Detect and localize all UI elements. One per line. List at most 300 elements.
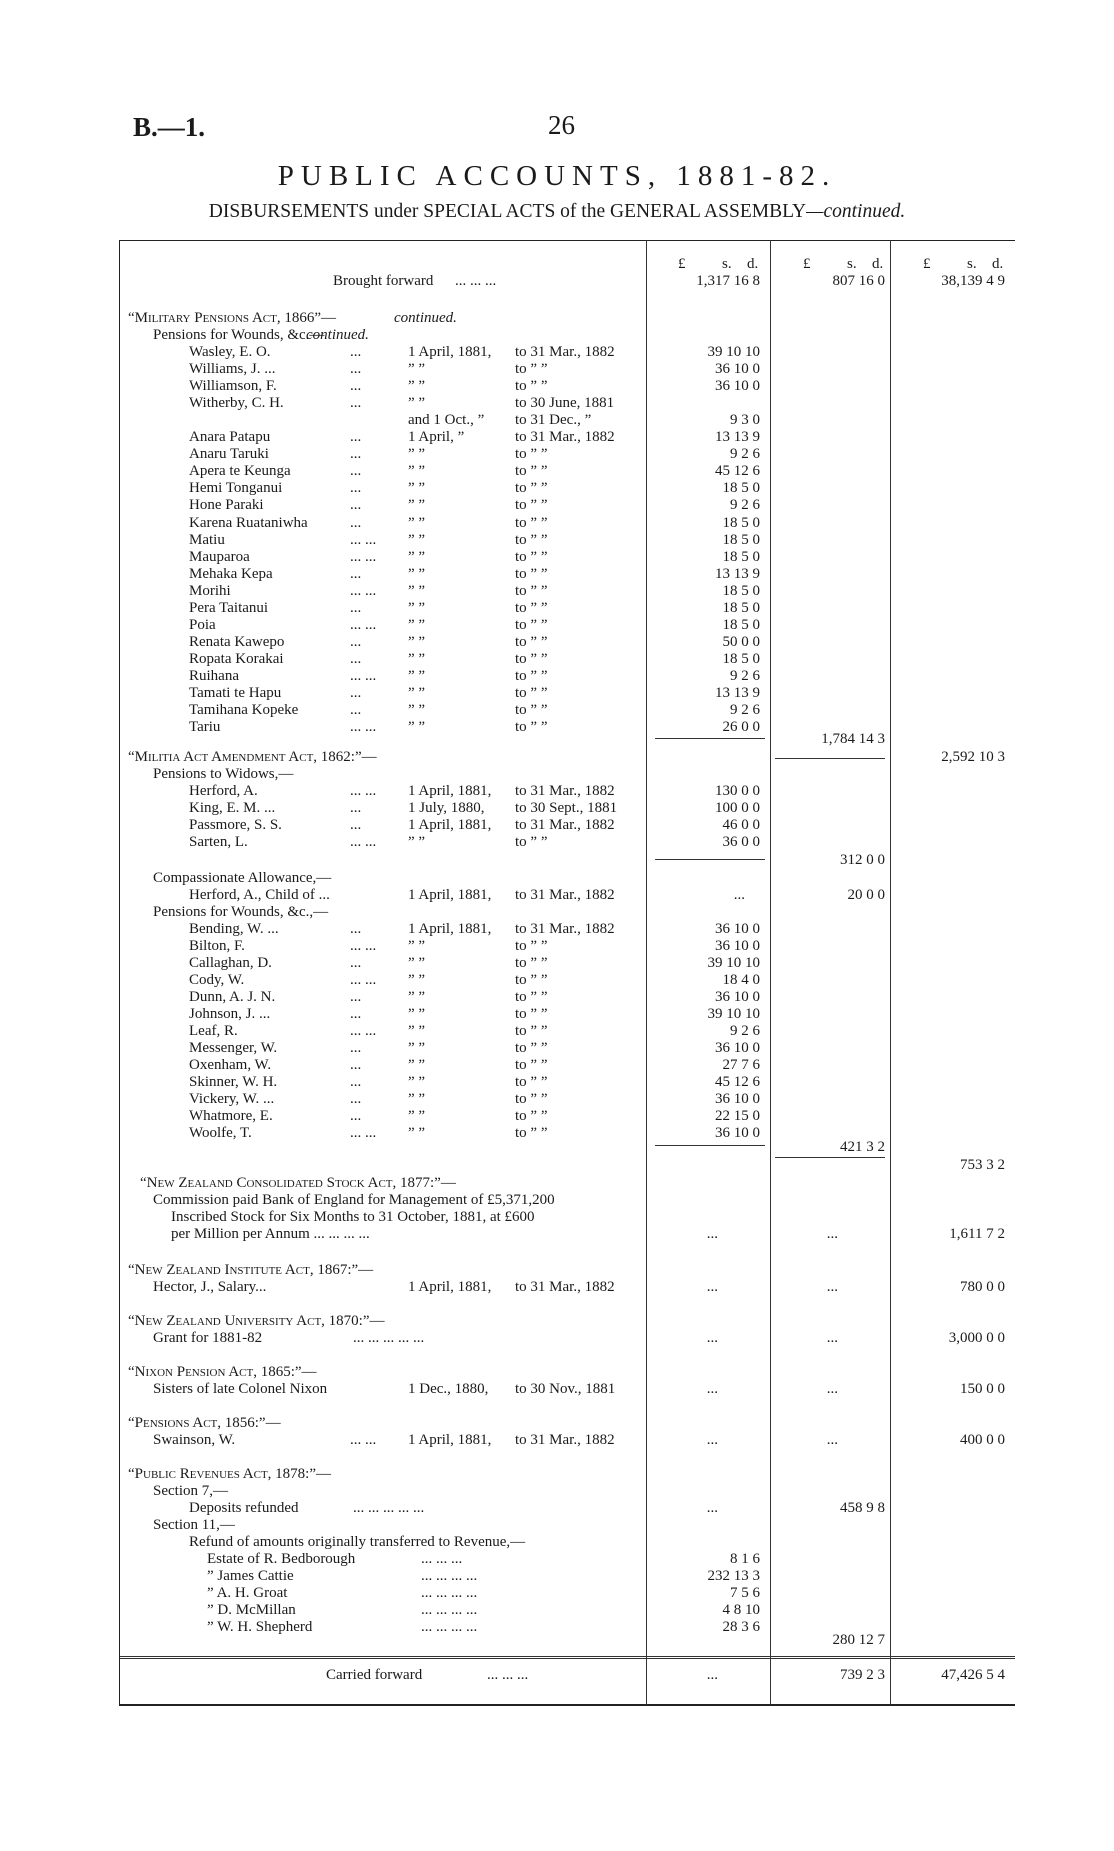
carried-forward-col2: 739 2 3 [840,1667,885,1683]
military-subheading: Pensions for Wounds, &c.— [153,327,325,343]
nz-institute-col2: ... [826,1279,838,1295]
pension-amount: 9 3 0 [730,412,760,429]
period-end: to 31 Mar., 1882 [515,429,615,446]
pension-amount: 39 10 10 [707,344,760,360]
pensioner-name: Whatmore, E. [189,1108,273,1124]
period-start: ” ” [408,955,426,971]
leader-dots: ... ... ... ... ... [353,1330,425,1346]
pension-amount: 36 10 0 [715,361,760,378]
military-pension-row [0,532,1114,549]
period-start: ” ” [408,395,426,412]
leader-dots: ... [350,429,362,446]
leader-dots: ... ... [350,972,377,988]
nz-university-heading-row [0,1313,1114,1330]
col3-pound-symbol: £ [923,256,931,272]
pensioner-name: Johnson, J. ... [189,1006,271,1022]
leader-dots: ... ... [350,582,377,599]
pensioner-name: Bending, W. ... [189,921,279,937]
period-start: ” ” [408,667,426,684]
period-end: to ” ” [515,1091,548,1107]
period-end: to 30 Nov., 1881 [515,1381,616,1397]
leader-dots: ... [350,480,362,497]
military-pension-row [0,361,1114,378]
leader-dots: ... [350,599,362,616]
refunds-total-row [0,1632,1114,1649]
carried-forward-dots: ... ... ... [487,1667,529,1683]
period-start: 1 April, 1881, [408,783,492,799]
military-pension-row [0,549,1114,566]
period-start: 1 April, 1881, [408,921,492,937]
leader-dots: ... [350,921,362,937]
wound-pension-row [0,972,1114,989]
pension-amount: 36 10 0 [715,989,760,1005]
period-end: to ” ” [515,480,548,497]
widows-label: Pensions to Widows,— [153,766,294,782]
leader-dots: ... ... ... ... [421,1602,478,1618]
leader-dots: ... ... [350,1432,377,1448]
period-start: ” ” [408,989,426,1005]
nz-stock-col2: ... [826,1226,838,1242]
wound-pension-row [0,1023,1114,1040]
leader-dots: ... [350,1074,362,1090]
military-pension-row [0,463,1114,480]
pensions-act-amount: 400 0 0 [960,1432,1005,1448]
col1-pound-symbol: £ [678,256,686,272]
page-title: PUBLIC ACCOUNTS, 1881-82. [277,160,837,192]
military-heading-suffix: continued. [394,310,457,326]
period-start: ” ” [408,531,426,548]
brought-forward-col1: 1,317 16 8 [696,273,760,289]
wounds-total: 421 3 2 [840,1139,885,1155]
compassionate-label: Compassionate Allowance,— [153,870,332,886]
nz-university-col1: ... [706,1330,718,1346]
widow-pension-row [0,817,1114,834]
pensioner-name: Williamson, F. [189,378,277,395]
refund-payee: ” James Cattie [207,1568,294,1584]
section-11-label: Section 11,— [153,1517,235,1533]
subtitle-text: DISBURSEMENTS under SPECIAL ACTS of the GENERAL ASSEMBLY [208,201,807,222]
pensioner-name: Vickery, W. ... [189,1091,275,1107]
leader-dots: ... [350,446,362,463]
period-end: to ” ” [515,1040,548,1056]
period-start: 1 April, 1881, [408,344,492,360]
document-code: B.—1. [133,112,206,142]
period-end: to ” ” [515,938,548,954]
period-end: to ” ” [515,719,548,736]
period-start: ” ” [408,497,426,514]
pension-amount: 45 12 6 [715,463,760,480]
pensions-act-heading: “Pensions Act, 1856:”— [128,1415,281,1431]
col3-shilling-symbol: s. [967,256,977,272]
leader-dots: ... [350,378,362,395]
brought-forward-col3: 38,139 4 9 [941,273,1005,289]
refund-amount: 4 8 10 [722,1602,760,1618]
pensions-act-col2: ... [826,1432,838,1448]
nixon-payee: Sisters of late Colonel Nixon [153,1381,328,1397]
period-end: to ” ” [515,582,548,599]
public-revenues-heading-row [0,1466,1114,1483]
refund-amount: 8 1 6 [730,1551,760,1567]
period-end: to ” ” [515,1108,548,1124]
wound-pension-row [0,1006,1114,1023]
pensioner-name: Hemi Tonganui [189,480,283,497]
leader-dots: ... ... [350,1125,377,1141]
col3-pence-symbol: d. [992,256,1004,272]
period-start: ” ” [408,1108,426,1124]
military-total: 1,784 14 3 [821,731,885,747]
period-start: ” ” [408,378,426,395]
widow-name: Sarten, L. [189,834,248,850]
period-start: ” ” [408,702,426,719]
period-end: to ” ” [515,1074,548,1090]
military-pension-row [0,617,1114,634]
refund-payee: ” W. H. Shepherd [207,1619,313,1635]
pension-amount: 27 7 6 [722,1057,760,1073]
widows-label-row [0,766,1114,783]
wound-pension-row [0,989,1114,1006]
pensioner-name: Anaru Taruki [189,446,269,463]
military-pension-row [0,651,1114,668]
pension-amount: 13 13 9 [715,685,760,701]
period-start: 1 April, 1881, [408,1279,492,1295]
refund-label: Refund of amounts originally transferred to Revenue,— [189,1534,526,1550]
pensioner-name: Skinner, W. H. [189,1074,278,1090]
pensioner-name: Poia [189,616,216,633]
pensioner-name: Ropata Korakai [189,650,284,667]
nz-stock-col1: ... [706,1226,718,1242]
pension-amount: 36 10 0 [715,1040,760,1056]
refund-row [0,1568,1114,1585]
leader-dots: ... [350,395,362,412]
pensioner-name: Mehaka Kepa [189,565,273,582]
pensioner-name: Woolfe, T. [189,1125,252,1141]
military-subheading-suffix: continued. [306,327,369,343]
pension-amount: 36 10 0 [715,378,760,395]
period-end: to 31 Mar., 1882 [515,783,615,799]
pensioner-name: Messenger, W. [189,1040,278,1056]
pensioner-name: Karena Ruataniwha [189,514,308,531]
period-end: to 30 June, 1881 [515,395,615,412]
nz-university-col2: ... [826,1330,838,1346]
currency-header-row [0,256,1114,273]
nz-stock-amount: 1,611 7 2 [949,1226,1005,1242]
leader-dots: ... ... [350,783,377,799]
compassionate-name: Herford, A., Child of ... [189,887,330,903]
period-start: ” ” [408,1023,426,1039]
compassionate-amount: 20 0 0 [847,887,885,903]
wound-pension-row [0,955,1114,972]
period-end: to ” ” [515,1006,548,1022]
nixon-row [0,1381,1114,1398]
period-start: ” ” [408,565,426,582]
pension-amount: 39 10 10 [707,955,760,971]
subtitle-suffix: —continued. [806,201,906,222]
deposits-col1: ... [706,1500,718,1516]
period-start: ” ” [408,599,426,616]
leader-dots: ... [350,633,362,650]
leader-dots: ... [350,1040,362,1056]
period-start: ” ” [408,972,426,988]
nz-stock-line2 [0,1209,1114,1226]
period-start: ” ” [408,463,426,480]
military-pension-row [0,634,1114,651]
period-start: ” ” [408,616,426,633]
pensioner-name: Witherby, C. H. [189,395,284,412]
leader-dots: ... ... [350,938,377,954]
refund-amount: 28 3 6 [722,1619,760,1635]
compassionate-row [0,887,1114,904]
nz-institute-heading: “New Zealand Institute Act, 1867:”— [128,1262,374,1278]
pensioner-name: Anara Patapu [189,429,271,446]
period-end: to 31 Mar., 1882 [515,921,615,937]
period-end: to 30 Sept., 1881 [515,800,618,816]
leader-dots: ... ... [350,834,377,850]
nz-institute-amount: 780 0 0 [960,1279,1005,1295]
military-pension-row [0,344,1114,361]
pensioner-name: Pera Taitanui [189,599,269,616]
military-total-row [0,731,1114,748]
nz-institute-heading-row [0,1262,1114,1279]
pensioner-name: Callaghan, D. [189,955,272,971]
military-subheading-row [0,327,1114,344]
leader-dots: ... [350,514,362,531]
period-end: to ” ” [515,972,548,988]
carried-forward-row [0,1667,1114,1684]
period-end: to 31 Mar., 1882 [515,1279,615,1295]
carried-forward-col3: 47,426 5 4 [941,1667,1005,1683]
page-subtitle [0,201,1114,223]
pensions-act-payee: Swainson, W. [153,1432,236,1448]
military-pension-row [0,395,1114,412]
wound-pension-row [0,1074,1114,1091]
section7-row [0,1483,1114,1500]
military-heading: “Military Pensions Act, 1866”— [128,310,337,326]
pensioner-name: Oxenham, W. [189,1057,272,1073]
compassionate-label-row [0,870,1114,887]
widow-pension-row [0,834,1114,851]
militia-col2-rule [775,758,885,759]
widow-pension-row [0,783,1114,800]
pension-amount: 13 13 9 [715,429,760,446]
pension-amount: 26 0 0 [722,719,760,736]
leader-dots: ... [350,1108,362,1124]
nz-institute-payee: Hector, J., Salary... [153,1279,267,1295]
military-pension-row [0,583,1114,600]
period-start: 1 April, 1881, [408,887,492,903]
period-end: to ” ” [515,702,548,719]
leader-dots: ... [350,1091,362,1107]
military-pension-row [0,600,1114,617]
leader-dots: ... ... [350,719,377,736]
period-end: to ” ” [515,667,548,684]
refund-amount: 232 13 3 [707,1568,760,1584]
refund-row [0,1585,1114,1602]
nz-university-row [0,1330,1114,1347]
pensioner-name: Tariu [189,719,221,736]
militia-grand-row [0,1157,1114,1174]
carried-forward-label: Carried forward [326,1667,423,1683]
pension-amount: 18 5 0 [722,650,760,667]
wounds-total-row [0,1139,1114,1156]
pension-amount: 18 5 0 [722,599,760,616]
wound-pension-row [0,1108,1114,1125]
nixon-col2: ... [826,1381,838,1397]
military-section-total: 2,592 10 3 [941,749,1005,765]
deposits-label: Deposits refunded [189,1500,299,1516]
period-end: to ” ” [515,1023,548,1039]
period-start: 1 April, ” [408,429,465,446]
period-end: to ” ” [515,650,548,667]
widow-name: King, E. M. ... [189,800,276,816]
period-end: to ” ” [515,1057,548,1073]
nz-stock-text-1: Commission paid Bank of England for Management of £5,371,200 [153,1192,555,1208]
leader-dots: ... [350,989,362,1005]
leader-dots: ... [350,685,362,701]
widows-total-row [0,852,1114,869]
period-end: to ” ” [515,378,548,395]
nixon-amount: 150 0 0 [960,1381,1005,1397]
leader-dots: ... ... [350,667,377,684]
pension-amount: 18 5 0 [722,582,760,599]
pension-amount: 18 5 0 [722,548,760,565]
col2-pound-symbol: £ [803,256,811,272]
period-end: to ” ” [515,989,548,1005]
leader-dots: ... ... [350,548,377,565]
period-end: to ” ” [515,514,548,531]
military-heading-row [0,310,1114,327]
widow-amount: 130 0 0 [715,783,760,799]
leader-dots: ... [350,463,362,480]
pensions-act-heading-row [0,1415,1114,1432]
period-end: to ” ” [515,633,548,650]
militia-wounds-col3: 753 3 2 [960,1157,1005,1173]
refund-amount: 7 5 6 [730,1585,760,1601]
nz-stock-line1 [0,1192,1114,1209]
wound-pension-row [0,938,1114,955]
wound-pension-row [0,1040,1114,1057]
pensioner-name: Morihi [189,582,231,599]
refund-payee: ” D. McMillan [207,1602,296,1618]
pension-amount: 50 0 0 [722,633,760,650]
period-end: to 31 Mar., 1882 [515,887,615,903]
period-start: ” ” [408,834,426,850]
nz-stock-line3 [0,1226,1114,1243]
nixon-heading-row [0,1364,1114,1381]
period-end: to ” ” [515,548,548,565]
period-start: and 1 Oct., ” [408,412,485,429]
period-end: to ” ” [515,599,548,616]
period-start: ” ” [408,514,426,531]
leader-dots: ... ... ... [421,1551,463,1567]
period-start: ” ” [408,1125,426,1141]
period-start: 1 Dec., 1880, [408,1381,489,1397]
period-start: ” ” [408,1040,426,1056]
col1-shilling-symbol: s. [722,256,732,272]
period-end: to ” ” [515,497,548,514]
militia-heading-row [0,749,1114,766]
leader-dots: ... [350,497,362,514]
nz-stock-text-3: per Million per Annum ... ... ... ... [171,1226,370,1242]
pension-amount: 9 2 6 [730,702,760,719]
pensioner-name: Renata Kawepo [189,633,285,650]
pension-amount: 9 2 6 [730,497,760,514]
leader-dots: ... ... [350,616,377,633]
period-start: ” ” [408,1057,426,1073]
pension-amount: 22 15 0 [715,1108,760,1124]
pension-amount: 18 5 0 [722,531,760,548]
period-end: to ” ” [515,361,548,378]
pension-amount: 9 2 6 [730,1023,760,1039]
pensioner-name: Mauparoa [189,548,250,565]
refund-payee: ” A. H. Groat [207,1585,288,1601]
pension-amount: 36 10 0 [715,1125,760,1141]
leader-dots: ... ... ... ... [421,1568,478,1584]
col2-shilling-symbol: s. [847,256,857,272]
widow-amount: 36 0 0 [722,834,760,850]
refunds-total: 280 12 7 [832,1632,885,1648]
pension-amount: 36 10 0 [715,921,760,937]
refund-row [0,1551,1114,1568]
leader-dots: ... ... ... ... [421,1585,478,1601]
period-start: ” ” [408,719,426,736]
pension-amount: 18 5 0 [722,514,760,531]
section-7-label: Section 7,— [153,1483,228,1499]
military-pension-row [0,515,1114,532]
period-end: to 31 Mar., 1882 [515,344,615,360]
period-end: to ” ” [515,616,548,633]
pensioner-name: Bilton, F. [189,938,245,954]
pension-amount: 36 10 0 [715,1091,760,1107]
nz-stock-heading: “New Zealand Consolidated Stock Act, 1877:”— [140,1175,456,1191]
period-start: ” ” [408,480,426,497]
leader-dots: ... [350,1006,362,1022]
leader-dots: ... [350,565,362,582]
period-start: 1 April, 1881, [408,1432,492,1448]
deposits-amount: 458 9 8 [840,1500,885,1516]
leader-dots: ... [350,817,362,833]
period-end: to ” ” [515,834,548,850]
wounds-label-row [0,904,1114,921]
leader-dots: ... ... [350,1023,377,1039]
leader-dots: ... ... [350,531,377,548]
militia-heading: “Militia Act Amendment Act, 1862:”— [128,749,377,765]
period-start: ” ” [408,1091,426,1107]
pension-amount: 18 4 0 [722,972,760,988]
brought-forward-label: Brought forward [333,273,434,289]
widow-amount: 46 0 0 [722,817,760,833]
pension-amount: 36 10 0 [715,938,760,954]
period-start: ” ” [408,938,426,954]
refund-row [0,1602,1114,1619]
widow-amount: 100 0 0 [715,800,760,816]
pension-amount: 9 2 6 [730,667,760,684]
nz-institute-col1: ... [706,1279,718,1295]
period-start: 1 April, 1881, [408,817,492,833]
nz-stock-heading-row [0,1175,1114,1192]
wound-pension-row [0,1091,1114,1108]
period-end: to ” ” [515,565,548,582]
page-number: 26 [548,110,575,140]
leader-dots: ... ... ... ... [421,1619,478,1635]
period-end: to ” ” [515,1125,548,1141]
military-pension-row [0,429,1114,446]
section11-row [0,1517,1114,1534]
period-start: ” ” [408,446,426,463]
pension-amount: 18 5 0 [722,480,760,497]
pension-amount: 9 2 6 [730,446,760,463]
pensioner-name: Apera te Keunga [189,463,291,480]
period-end: to ” ” [515,531,548,548]
